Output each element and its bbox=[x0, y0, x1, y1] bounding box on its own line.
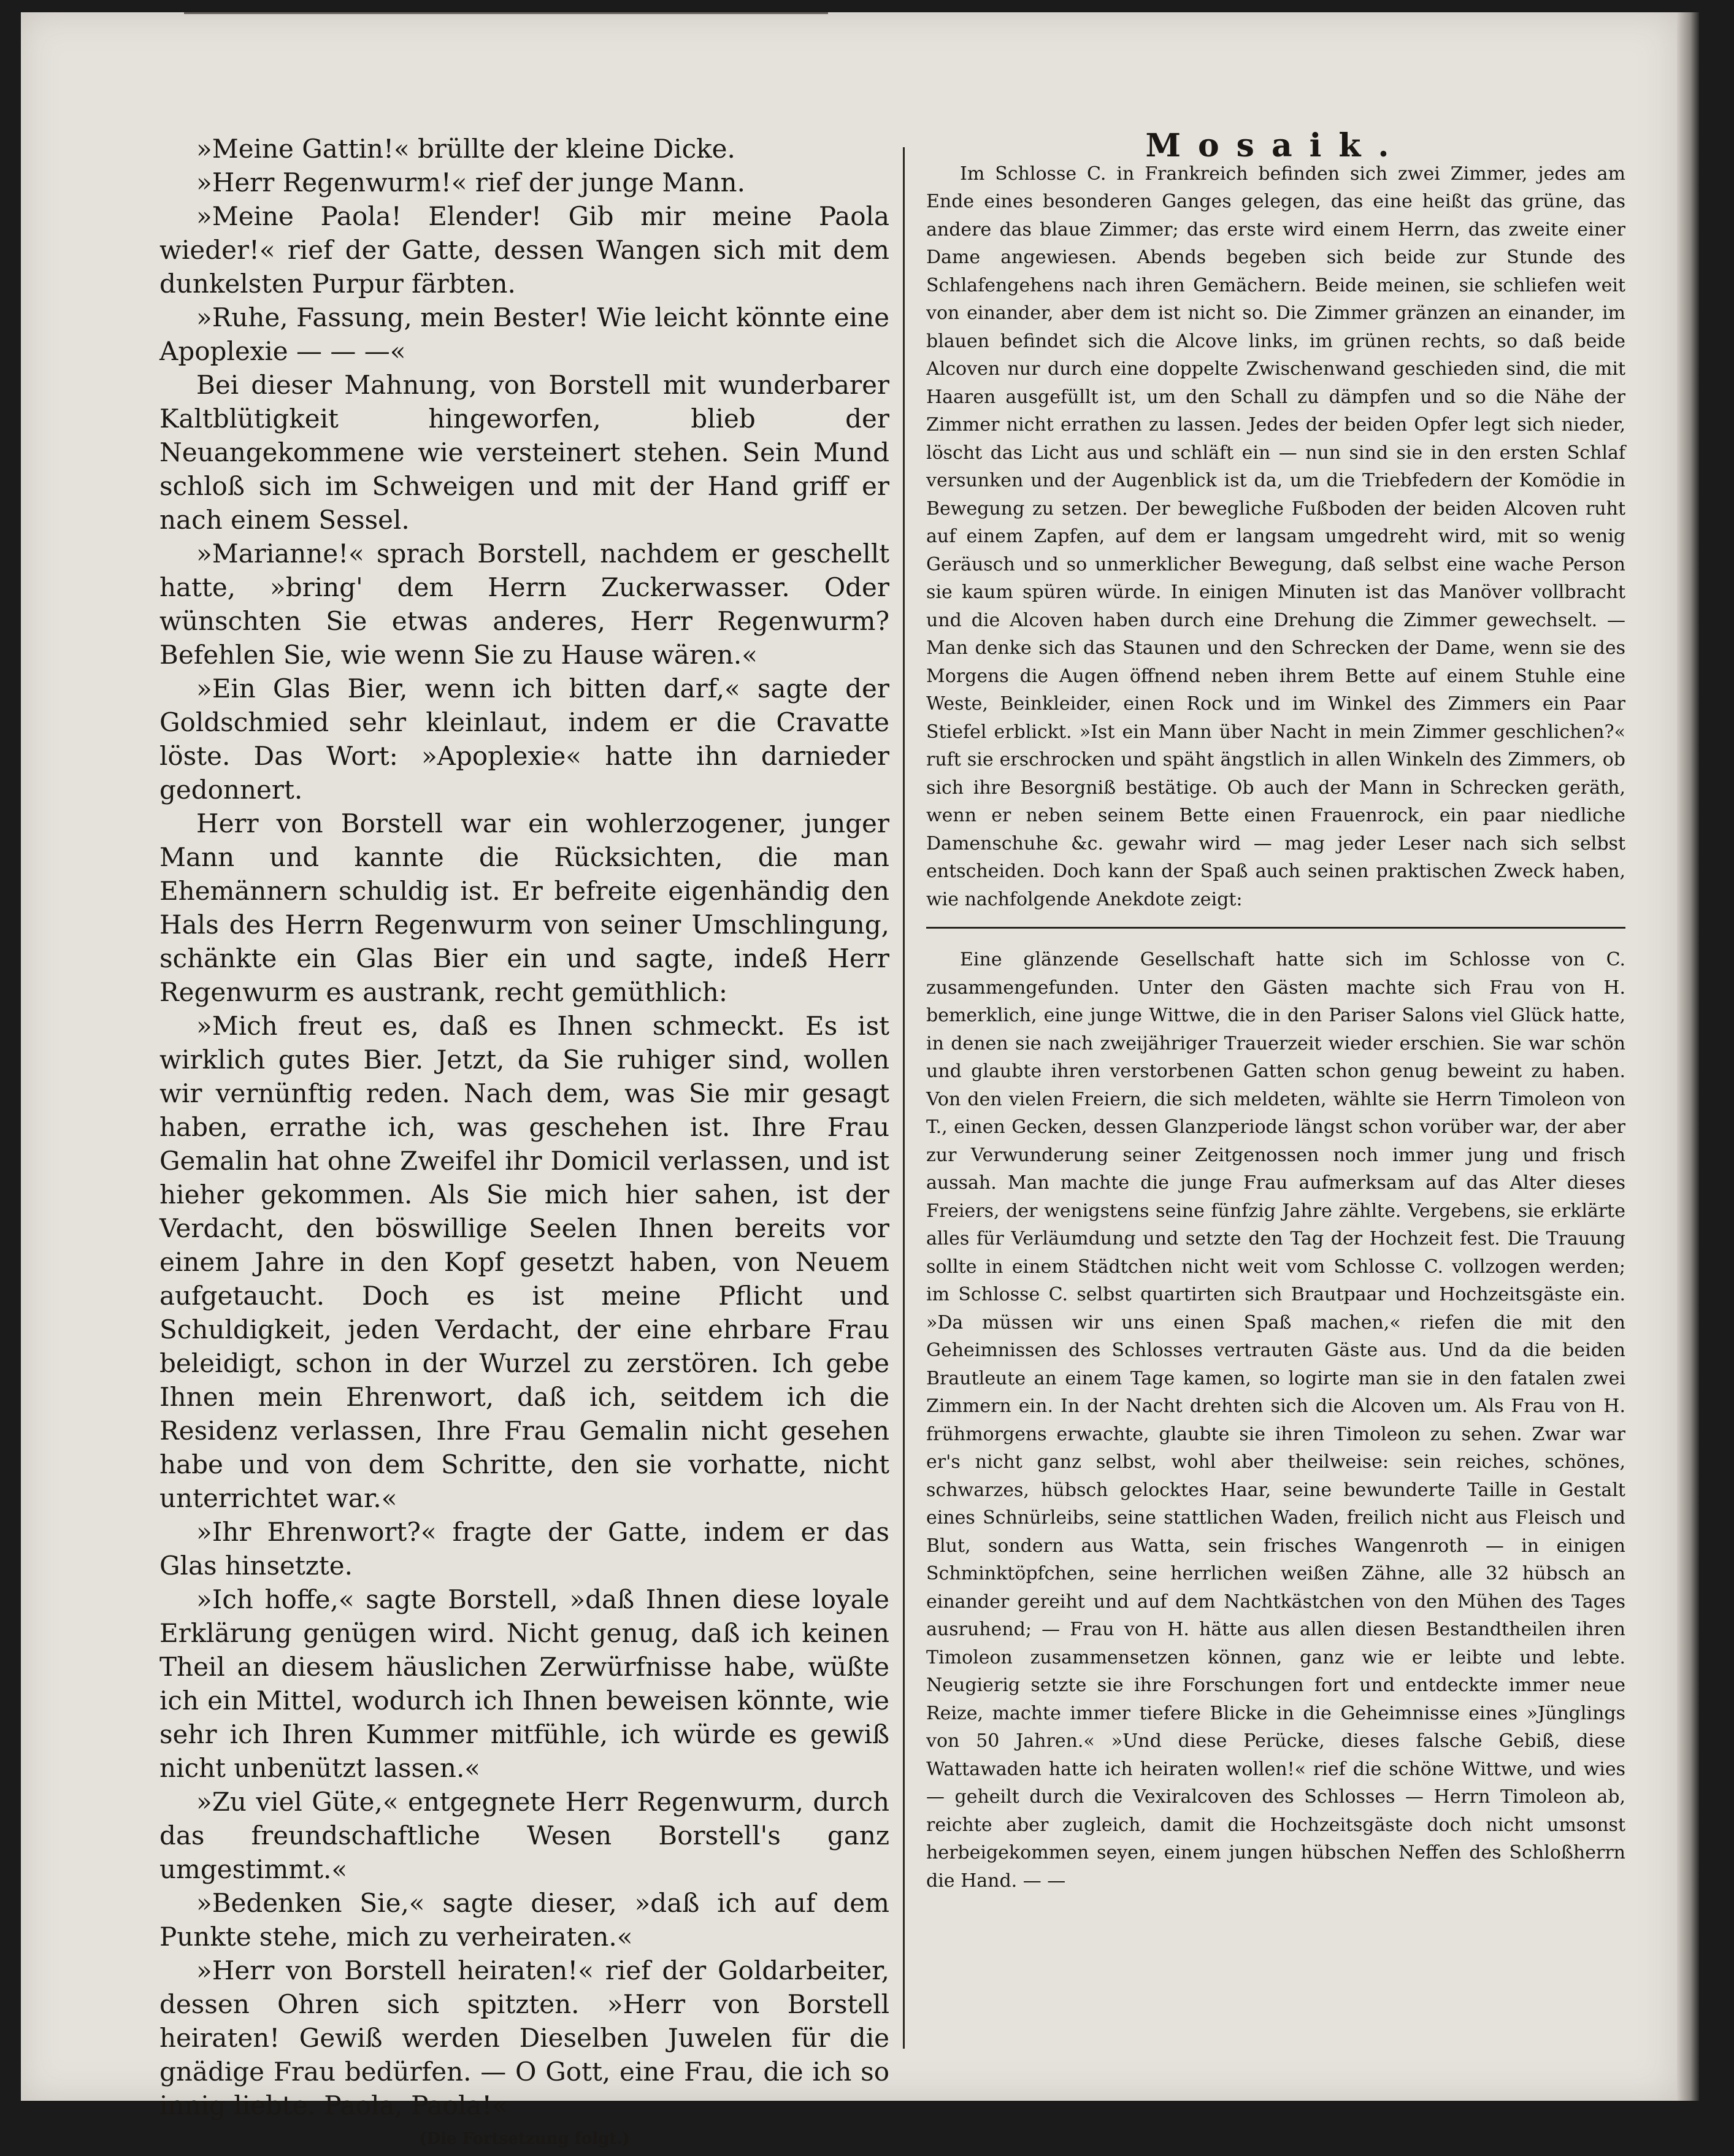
page-edge bbox=[1677, 12, 1699, 2101]
paragraph: »Marianne!« sprach Borstell, nachdem er geschellt hatte, »bring' dem Herrn Zuckerwasser. Oder wünschten Sie etwas anderes, Herr Regenwurm? Befehlen Sie, wie wenn Sie zu Hause wären.« bbox=[159, 539, 889, 670]
section-separator bbox=[926, 927, 1625, 929]
paragraph: »Herr von Borstell heiraten!« rief der Goldarbeiter, dessen Ohren sich spitzten. »Herr von Borstell heiraten! Gewiß werden Dieselben Juwelen für die gnädige Frau bedürfen. — O Gott, eine Frau, die ich so innig liebte. Paola, Paola!« bbox=[159, 1955, 889, 2120]
paragraph: »Ein Glas Bier, wenn ich bitten darf,« sagte der Goldschmied sehr kleinlaut, indem er die Cravatte löste. Das Wort: »Apoplexie« hatte ihn darnieder gedonnert. bbox=[159, 673, 889, 805]
paragraph: »Meine Paola! Elender! Gib mir meine Paola wieder!« rief der Gatte, dessen Wangen sich mit dem dunkelsten Purpur färbten. bbox=[159, 201, 889, 299]
continuation-note: (Die Fortsetzung folgt.) bbox=[419, 2130, 630, 2148]
right-column bbox=[926, 127, 1625, 1895]
paragraph: »Herr Regenwurm!« rief der junge Mann. bbox=[196, 167, 745, 198]
top-rule bbox=[184, 12, 828, 14]
section-heading: Mosaik. bbox=[1145, 127, 1406, 164]
paragraph: Bei dieser Mahnung, von Borstell mit wunderbarer Kaltblütigkeit hingeworfen, blieb der Neuangekommene wie versteinert stehen. Sein Mund schloß sich im Schweigen und mit der Hand griff er nach einem Sessel. bbox=[159, 370, 889, 535]
paragraph: »Ruhe, Fassung, mein Bester! Wie leicht könnte eine Apoplexie — — —« bbox=[159, 302, 889, 366]
paragraph: »Ich hoffe,« sagte Borstell, »daß Ihnen diese loyale Erklärung genügen wird. Nicht genug, daß ich keinen Theil an diesem häuslichen Zerwürfnisse habe, wüßte ich ein Mittel, wodurch ich Ihnen beweisen könnte, wie sehr ich Ihren Kummer mitfühle, ich würde es gewiß nicht unbenützt lassen.« bbox=[159, 1584, 889, 1783]
left-column bbox=[159, 132, 889, 2156]
paragraph: »Ihr Ehrenwort?« fragte der Gatte, indem er das Glas hinsetzte. bbox=[159, 1517, 889, 1581]
paragraph: »Meine Gattin!« brüllte der kleine Dicke. bbox=[196, 134, 735, 164]
column-divider bbox=[903, 147, 905, 2049]
paragraph: Im Schlosse C. in Frankreich befinden sich zwei Zimmer, jedes am Ende eines besonderen Ganges gelegen, das eine heißt das grüne, das andere das blaue Zimmer; das erste wird einem Herrn, das zweite einer Dame angewiesen. Abends begeben sich beide zur Stunde des Schlafengehens nach ihren Gemächern. Beide meinen, sie schliefen weit von einander, aber dem ist nicht so. Die Zimmer gränzen an einander, im blauen befindet sich die Alcove links, im grünen rechts, so daß beide Alcoven nur durch eine doppelte Zwischenwand geschieden sind, die mit Haaren ausgefüllt ist, um den Schall zu dämpfen und so die Nähe der Zimmer nicht errathen zu lassen. Jedes der beiden Opfer legt sich nieder, löscht das Licht aus und schläft ein — nun sind sie in den ersten Schlaf versunken und der Augenblick ist da, um die Triebfedern der Komödie in Bewegung zu setzen. Der bewegliche Fußboden der beiden Alcoven ruht auf einem Zapfen, auf dem er langsam umgedreht wird, mit so wenig Geräusch und so unmerklicher Bewegung, daß selbst eine wache Person sie kaum spüren würde. In einigen Minuten ist das Manöver vollbracht und die Alcoven haben durch eine Drehung die Zimmer gewechselt. — Man denke sich das Staunen und den Schrecken der Dame, wenn sie des Morgens die Augen öffnend neben ihrem Bette auf einem Stuhle eine Weste, Beinkleider, einen Rock und im Winkel des Zimmers ein Paar Stiefel erblickt. »Ist ein Mann über Nacht in mein Zimmer geschlichen?« ruft sie erschrocken und späht ängstlich in allen Winkeln des Zimmers, ob sich ihre Besorgniß bestätige. Ob auch der Mann in Schrecken geräth, wenn er neben seinem Bette einen Frauenrock, ein paar niedliche Damenschuhe &c. gewahr wird — mag jeder Leser nach sich selbst entscheiden. Doch kann der Spaß auch seinen praktischen Zweck haben, wie nachfolgende Anekdote zeigt: bbox=[926, 163, 1625, 910]
paragraph: Eine glänzende Gesellschaft hatte sich im Schlosse von C. zusammengefunden. Unter den Gästen machte sich Frau von H. bemerklich, eine junge Wittwe, die in den Pariser Salons viel Glück hatte, in denen sie nach zweijähriger Trauerzeit wieder erschien. Sie war schön und glaubte ihren verstorbenen Gatten schon genug beweint zu haben. Von den vielen Freiern, die sich meldeten, wählte sie Herrn Timoleon von T., einen Gecken, dessen Glanzperiode längst schon vorüber war, der aber zur Verwunderung seiner Zeitgenossen noch immer jung und frisch aussah. Man machte die junge Frau aufmerksam auf das Alter dieses Freiers, der wenigstens seine fünfzig Jahre zählte. Vergebens, sie erklärte alles für Verläumdung und setzte den Tag der Hochzeit fest. Die Trauung sollte in einem Städtchen nicht weit vom Schlosse C. vollzogen werden; im Schlosse C. selbst quartirten sich Brautpaar und Hochzeitsgäste ein. »Da müssen wir uns einen Spaß machen,« riefen die mit den Geheimnissen des Schlosses vertrauten Gäste aus. Und da die beiden Brautleute an einem Tage kamen, so logirte man sie in den fatalen zwei Zimmern ein. In der Nacht drehten sich die Alcoven um. Als Frau von H. frühmorgens erwachte, glaubte sie ihren Timoleon zu sehen. Zwar war er's nicht ganz selbst, wohl aber theilweise: sein reiches, schönes, schwarzes, hübsch gelocktes Haar, seine bewunderte Taille in Gestalt eines Schnürleibs, seine stattlichen Waden, freilich nicht aus Fleisch und Blut, sondern aus Watta, sein frisches Wangenroth — in einigen Schminktöpfchen, seine herrlichen weißen Zähne, alle 32 hübsch an einander gereiht und auf dem Nachtkästchen von den Mühen des Tages ausruhend; — Frau von H. hätte aus allen diesen Bestandtheilen ihren Timoleon zusammensetzen können, ganz wie er leibte und lebte. Neugierig setzte sie ihre Forschungen fort und entdeckte immer neue Reize, machte immer tiefere Blicke in die Geheimnisse eines »Jünglings von 50 Jahren.« »Und diese Perücke, dieses falsche Gebiß, diese Wattawaden hatte ich heiraten wollen!« rief die schöne Wittwe, und wies — geheilt durch die Vexiralcoven des Schlosses — Herrn Timoleon ab, reichte aber zugleich, damit die Hochzeitsgäste doch nicht umsonst herbeigekommen seyen, einem jungen hübschen Neffen des Schloßherrn die Hand. — — bbox=[926, 949, 1625, 1892]
paragraph: »Bedenken Sie,« sagte dieser, »daß ich auf dem Punkte stehe, mich zu verheiraten.« bbox=[159, 1888, 889, 1952]
paragraph: »Mich freut es, daß es Ihnen schmeckt. Es ist wirklich gutes Bier. Jetzt, da Sie ruhiger sind, wollen wir vernünftig reden. Nach dem, was Sie mir gesagt haben, errathe ich, was geschehen ist. Ihre Frau Gemalin hat ohne Zweifel ihr Domicil verlassen, und ist hieher gekommen. Als Sie mich hier sahen, ist der Verdacht, den böswillige Seelen Ihnen bereits vor einem Jahre in den Kopf gesetzt haben, von Neuem aufgetaucht. Doch es ist meine Pflicht und Schuldigkeit, jeden Verdacht, der eine ehrbare Frau beleidigt, schon in der Wurzel zu zerstören. Ich gebe Ihnen mein Ehrenwort, daß ich, seitdem ich die Residenz verlassen, Ihre Frau Gemalin nicht gesehen habe und von dem Schritte, den sie vorhatte, nicht unterrichtet war.« bbox=[159, 1011, 889, 1513]
paragraph: »Zu viel Güte,« entgegnete Herr Regenwurm, durch das freundschaftliche Wesen Borstell's ganz umgestimmt.« bbox=[159, 1787, 889, 1884]
paragraph: Herr von Borstell war ein wohlerzogener, junger Mann und kannte die Rücksichten, die man Ehemännern schuldig ist. Er befreite eigenhändig den Hals des Herrn Regenwurm von seiner Umschlingung, schänkte ein Glas Bier ein und sagte, indeß Herr Regenwurm es austrank, recht gemüthlich: bbox=[159, 808, 889, 1007]
